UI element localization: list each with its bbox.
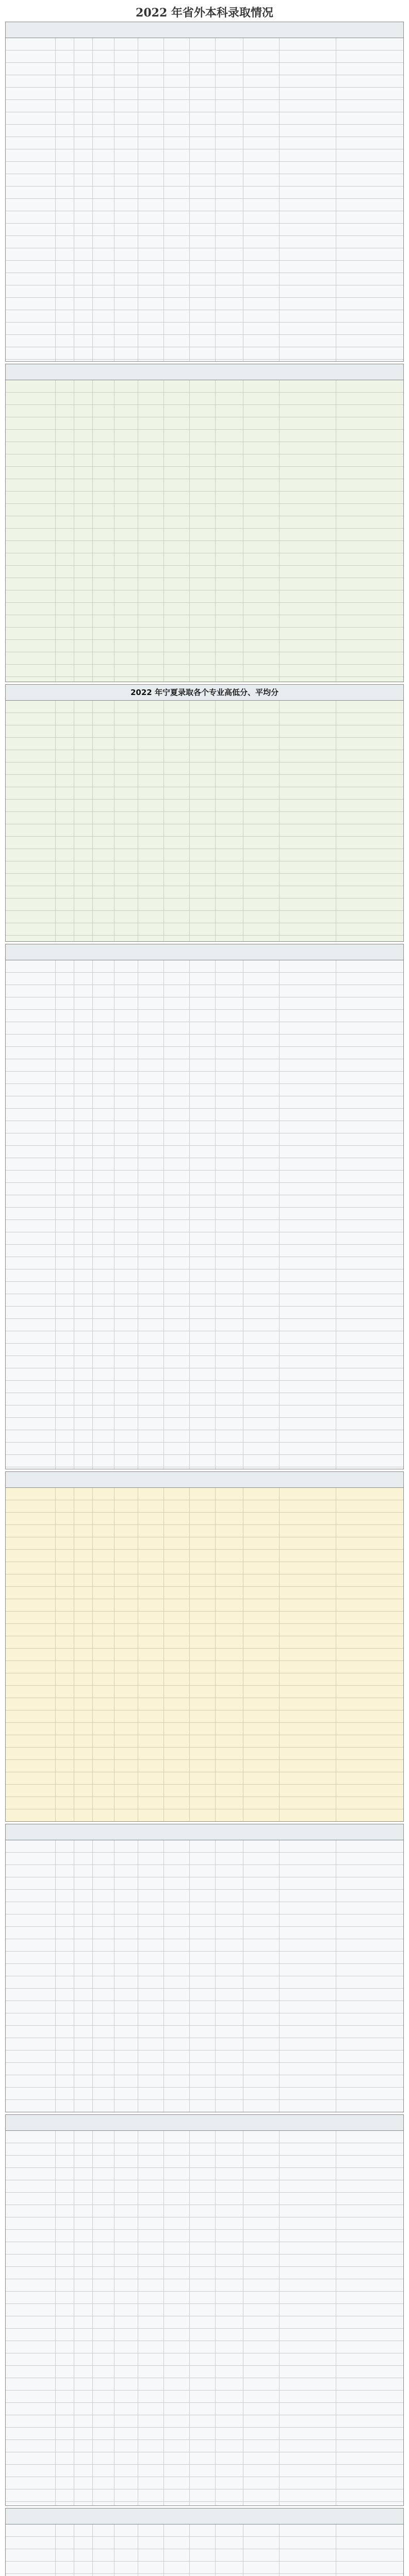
province-section-heading xyxy=(6,1472,403,1488)
province-section-heading xyxy=(6,2509,403,2524)
province-section-8 xyxy=(5,2508,404,2576)
province-section-5 xyxy=(5,1471,404,1822)
province-score-table xyxy=(6,2131,403,2505)
province-section-heading xyxy=(6,364,403,380)
province-section-2 xyxy=(5,364,404,682)
province-score-table xyxy=(6,701,403,941)
province-section-6 xyxy=(5,1824,404,2112)
province-section-heading xyxy=(6,2115,403,2131)
province-score-table xyxy=(6,960,403,1469)
province-section-heading xyxy=(6,944,403,960)
province-section-7 xyxy=(5,2114,404,2506)
province-section-heading xyxy=(6,22,403,38)
province-score-table xyxy=(6,1488,403,1821)
province-section-list xyxy=(5,22,404,2576)
document-title: 2022 年省外本科录取情况 xyxy=(136,6,273,20)
province-section-heading xyxy=(6,1824,403,1840)
province-score-table xyxy=(6,38,403,361)
province-section-heading: 2022 年宁夏录取各个专业高低分、平均分 xyxy=(6,685,403,701)
province-score-table xyxy=(6,1840,403,2112)
province-section-1 xyxy=(5,22,404,362)
province-section-4 xyxy=(5,944,404,1469)
province-score-table xyxy=(6,380,403,682)
province-section-ningxia xyxy=(5,684,404,942)
province-score-table xyxy=(6,2524,403,2576)
